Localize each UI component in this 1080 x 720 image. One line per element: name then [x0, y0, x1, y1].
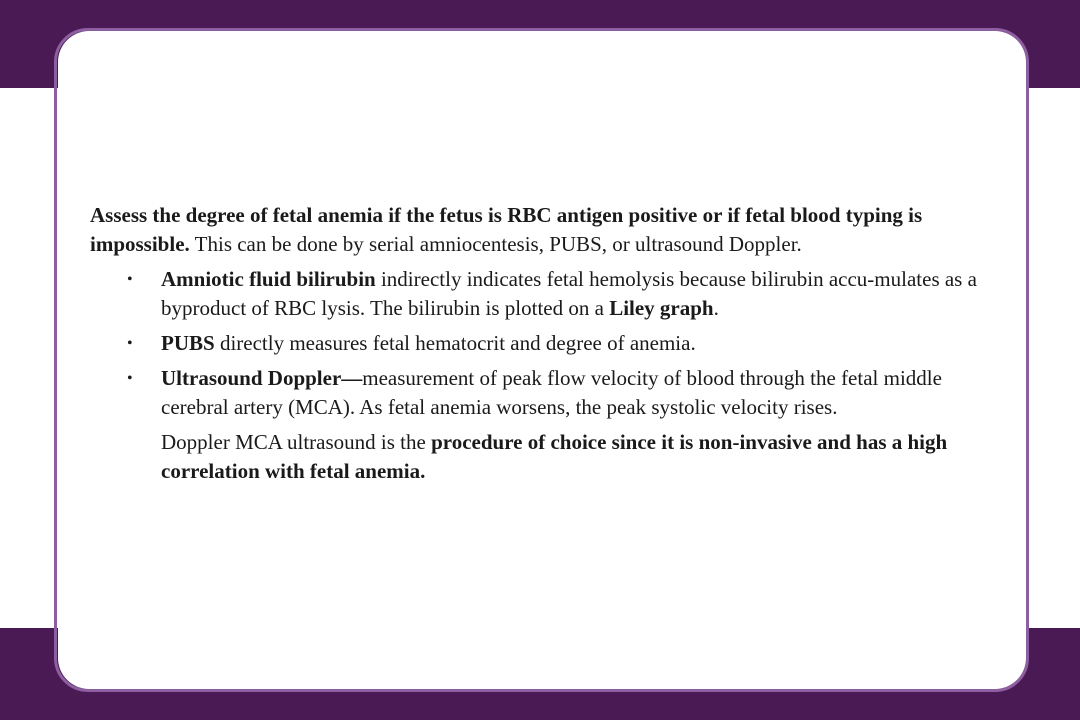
bullet-text: directly measures fetal hematocrit and degree of anemia.	[214, 331, 696, 355]
bullet-term: PUBS	[161, 331, 215, 355]
followup-paragraph	[90, 428, 995, 486]
followup-bold-text: procedure of choice since it is non-invasive and has a high correlation with fetal anemia.	[161, 430, 948, 483]
bullet-text: indirectly indicates fetal hemolysis because bilirubin accu-mulates as a byproduct of RBC lysis. The bilirubin is plotted on a	[161, 267, 977, 320]
bullet-text: measurement of peak flow velocity of blood through the fetal middle cerebral artery (MCA). As fetal anemia worsens, the peak systolic velocity rises.	[161, 366, 942, 419]
bullet-text-end: .	[713, 296, 719, 320]
bullet-icon: •	[127, 335, 133, 352]
bullet-icon: •	[127, 370, 133, 387]
list-item	[127, 265, 995, 323]
lead-paragraph	[90, 201, 995, 259]
list-item	[127, 329, 995, 358]
lead-bold-text: Assess the degree of fetal anemia if the fetus is RBC antigen positive or if fetal blood typing is impossible.	[90, 203, 923, 256]
slide-content	[90, 201, 995, 486]
list-item	[127, 364, 995, 422]
lead-text: This can be done by serial amniocentesis, PUBS, or ultrasound Doppler.	[189, 232, 802, 256]
bullet-term-secondary: Liley graph	[609, 296, 714, 320]
bullet-list	[90, 265, 995, 422]
bullet-term: Amniotic fluid bilirubin	[161, 267, 376, 291]
bullet-term: Ultrasound Doppler—	[161, 366, 363, 390]
bullet-icon: •	[127, 271, 133, 288]
followup-text: Doppler MCA ultrasound is the	[161, 430, 432, 454]
